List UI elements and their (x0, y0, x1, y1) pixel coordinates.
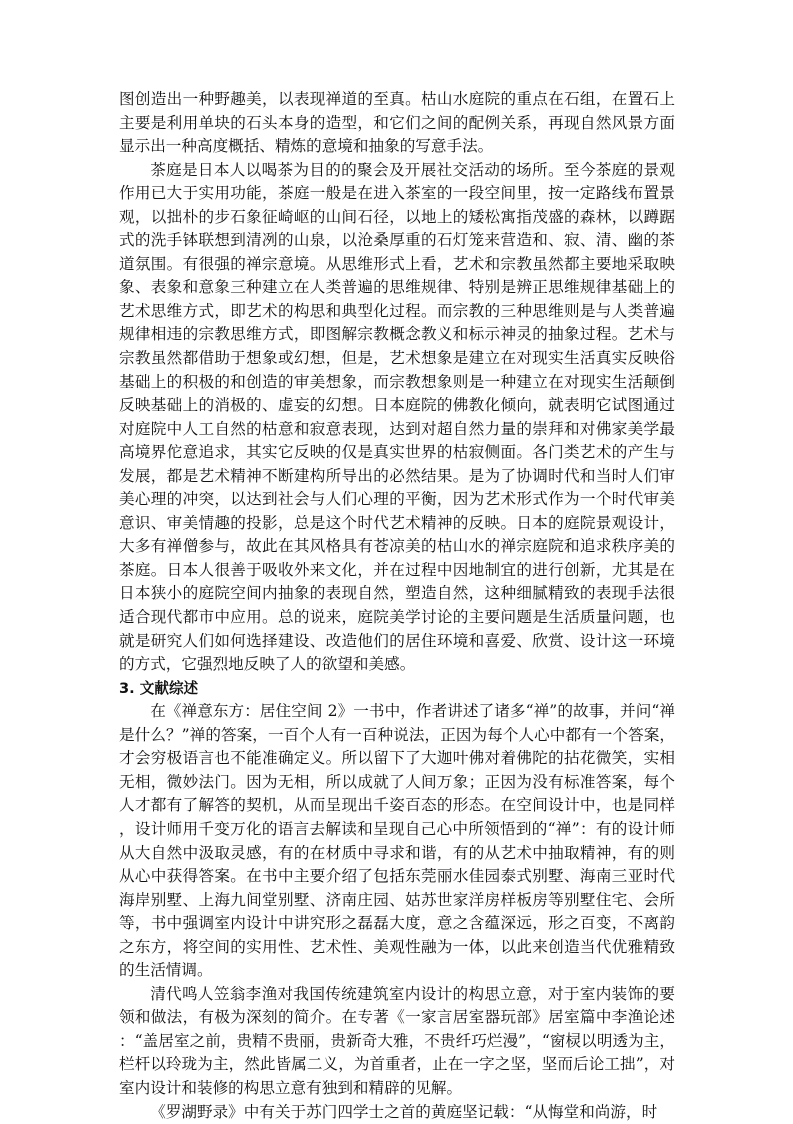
paragraph-luohu-record: 《罗湖野录》中有关于苏门四学士之首的黄庭坚记载：“从悔堂和尚游，时 (150, 1102, 658, 1121)
section-heading: 3. 文献综述 (119, 679, 199, 697)
paragraph-zen-book: 在《禅意东方：居住空间 2》一书中，作者讲述了诸多“禅”的故事，并问“禅是什么？”禅的答案，一百个人有一百种说法，正因为每个人心中都有一个答案，才会穷极语言也不能准确定义。所以留下了大迦叶佛对着佛陀的拈花微笑，实相无相，微妙法门。因为无相，所以成就了人间万象；正因为没有标准答案，每个人才都有了解答的契机，从而呈现出千姿百态的形态。在空间设计中，也是同样，设计师用千变万化的语言去解读和呈现自己心中所领悟到的“禅”：有的设计师从大自然中汲取灵感，有的在材质中寻求和谐，有的从艺术中抽取精神，有的则从心中获得答案。在书中主要介绍了包括东莞丽水佳园泰式别墅、海南三亚时代海岸别墅、上海九间堂别墅、济南庄园、姑苏世家洋房样板房等别墅住宅、会所等，书中强调室内设计中讲究形之磊磊大度，意之含蕴深远，形之百变，不离韵之东方，将空间的实用性、艺术性、美观性融为一体，以此来创造当代优雅精致的生活情调。 (119, 702, 675, 980)
document-page (119, 88, 675, 1124)
paragraph-tea-garden: 茶庭是日本人以喝茶为目的的聚会及开展社交活动的场所。至今茶庭的景观作用已大于实用功能，茶庭一般是在进入茶室的一段空间里，按一定路线布置景观，以拙朴的步石象征崎岖的山间石径，以地上的矮松寓指茂盛的森林，以蹲踞式的洗手钵联想到清冽的山泉，以沧桑厚重的石灯笼来营造和、寂、清、幽的茶道氛围。有很强的禅宗意境。从思维形式上看，艺术和宗教虽然都主要地采取映象、表象和意象三种建立在人类普遍的思维规律、特别是辨正思维规律基础上的艺术思维方式，即艺术的构思和典型化过程。而宗教的三种思维则是与人类普遍规律相违的宗教思维方式，即图解宗教概念教义和标示神灵的抽象过程。艺术与宗教虽然都借助于想象或幻想，但是，艺术想象是建立在对现实生活真实反映俗基础上的积极的和创造的审美想象，而宗教想象则是一种建立在对现实生活颠倒反映基础上的消极的、虚妄的幻想。日本庭院的佛教化倾向，就表明它试图通过对庭院中人工自然的枯意和寂意表现，达到对超自然力量的崇拜和对佛家美学最高境界佗意追求，其实它反映的仅是真实世界的枯寂侧面。各门类艺术的产生与发展，都是艺术精神不断建构所导出的必然结果。是为了协调时代和当时人们审美心理的冲突，以达到社会与人们心理的平衡，因为艺术形式作为一个时代审美意识、审美情趣的投影，总是这个时代艺术精神的反映。日本的庭院景观设计，大多有禅僧参与，故此在其风格具有苍凉美的枯山水的禅宗庭院和追求秩序美的茶庭。日本人很善于吸收外来文化，并在过程中因地制宜的进行创新，尤其是在日本狭小的庭院空间内抽象的表现自然，塑造自然，这种细腻精致的表现手法很适合现代都市中应用。总的说来，庭院美学讨论的主要问题是生活质量问题，也就是研究人们如何选择建设、改造他们的居住环境和喜爱、欣赏、设计这一环境的方式，它强烈地反映了人的欲望和美感。 (119, 160, 675, 674)
paragraph-li-yu: 清代鸣人笠翁李渔对我国传统建筑室内设计的构思立意，对于室内装饰的要领和做法，有极为深刻的简介。在专著《一家言居室器玩部》居室篇中李渔论述：“盖居室之前，贵精不贵丽，贵新奇大雅，不贵纤巧烂漫”，“窗棂以明透为主，栏杆以玲珑为主，然此皆属二义，为首重者，止在一字之坚，坚而后论工拙”，对室内设计和装修的构思立意有独到和精辟的见解。 (119, 984, 675, 1097)
paragraph-garden-stones: 图创造出一种野趣美，以表现禅道的至真。枯山水庭院的重点在石组，在置石上主要是利用单块的石头本身的造型，和它们之间的配例关系，再现自然风景方面显示出一种高度概括、精炼的意境和抽象的写意手法。 (119, 90, 675, 156)
